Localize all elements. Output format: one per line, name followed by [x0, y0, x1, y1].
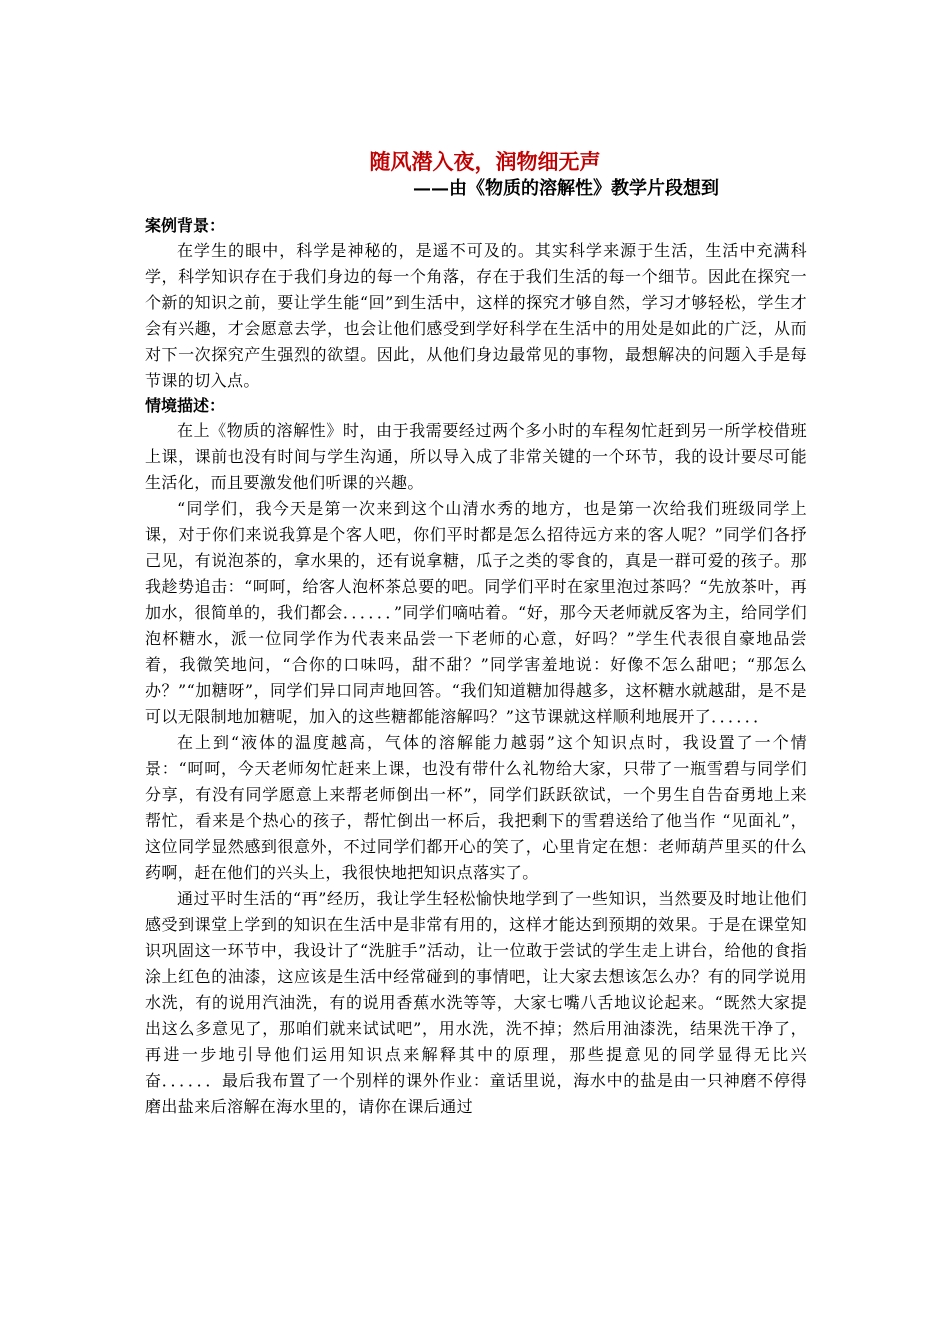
section-heading-background: 案例背景：: [145, 216, 226, 235]
scenario-paragraph-4: 通过平时生活的“再”经历，我让学生轻松愉快地学到了一些知识，当然要及时地让他们感受到课堂上学到的知识在生活中是非常有用的，这样才能达到预期的效果。于是在课堂知识巩固这一环节中，我设计了“洗脏手”活动，让一位敢于尝试的学生走上讲台，给他的食指涂上红色的油漆，这应该是生活中经常碰到的事情吧，让大家去想该怎么办？有的同学说用水洗，有的说用汽油洗，有的说用香蕉水洗等等，大家七嘴八舌地议论起来。“既然大家提出这么多意见了，那咱们就来试试吧”，用水洗，洗不掉；然后用油漆洗，结果洗干净了，再进一步地引导他们运用知识点来解释其中的原理，那些提意见的同学显得无比兴奋．．．．．．最后我布置了一个别样的课外作业：童话里说，海水中的盐是由一只神磨不停得磨出盐来后溶解在海水里的，请你在课后通过: [145, 889, 807, 1116]
document-body: [145, 148, 807, 1120]
scenario-paragraph-2: “同学们，我今天是第一次来到这个山清水秀的地方，也是第一次给我们班级同学上课，对于你们来说我算是个客人吧，你们平时都是怎么招待远方来的客人呢？”同学们各抒己见，有说泡茶的，拿水果的，还有说拿糖，瓜子之类的零食的，真是一群可爱的孩子。那我趁势追击：“呵呵，给客人泡杯茶总要的吧。同学们平时在家里泡过茶吗？“先放茶叶，再加水，很简单的，我们都会．．．．．．”同学们嘀咕着。“好，那今天老师就反客为主，给同学们泡杯糖水，派一位同学作为代表来品尝一下老师的心意，好吗？”学生代表很自豪地品尝着，我微笑地问，“合你的口味吗，甜不甜？”同学害羞地说：好像不怎么甜吧；“那怎么办？”“加糖呀”，同学们异口同声地回答。“我们知道糖加得越多，这杯糖水就越甜，是不是可以无限制地加糖呢，加入的这些糖都能溶解吗？”这节课就这样顺利地展开了．．．．．．: [145, 499, 807, 726]
scenario-paragraph-3: 在上到“液体的温度越高，气体的溶解能力越弱”这个知识点时，我设置了一个情景：“呵呵，今天老师匆忙赶来上课，也没有带什么礼物给大家，只带了一瓶雪碧与同学们分享，有没有同学愿意上来帮老师倒出一杯”，同学们跃跃欲试，一个男生自告奋勇地上来帮忙，看来是个热心的孩子，帮忙倒出一杯后，我把剩下的雪碧送给了他当作 “见面礼”，这位同学显然感到很意外，不过同学们都开心的笑了，心里肯定在想：老师葫芦里买的什么药啊，赶在他们的兴头上，我很快地把知识点落实了。: [145, 733, 807, 882]
scenario-paragraph-1: 在上《物质的溶解性》时，由于我需要经过两个多小时的车程匆忙赶到另一所学校借班上课，课前也没有时间与学生沟通，所以导入成了非常关键的一个环节，我的设计要尽可能生活化，而且要激发他们听课的兴趣。: [145, 421, 807, 492]
page-title: 随风潜入夜，润物细无声: [369, 149, 601, 174]
background-paragraph: 在学生的眼中，科学是神秘的，是遥不可及的。其实科学来源于生活，生活中充满科学，科学知识存在于我们身边的每一个角落，存在于我们生活的每一个细节。因此在探究一个新的知识之前，要让学生能“回”到生活中，这样的探究才够自然，学习才够轻松，学生才会有兴趣，才会愿意去学，也会让他们感受到学好科学在生活中的用处是如此的广泛，从而对下一次探究产生强烈的欲望。因此，从他们身边最常见的事物，最想解决的问题入手是每节课的切入点。: [145, 241, 807, 390]
page-subtitle: ——由《物质的溶解性》教学片段想到: [413, 178, 719, 199]
section-heading-scenario: 情境描述：: [145, 396, 226, 415]
